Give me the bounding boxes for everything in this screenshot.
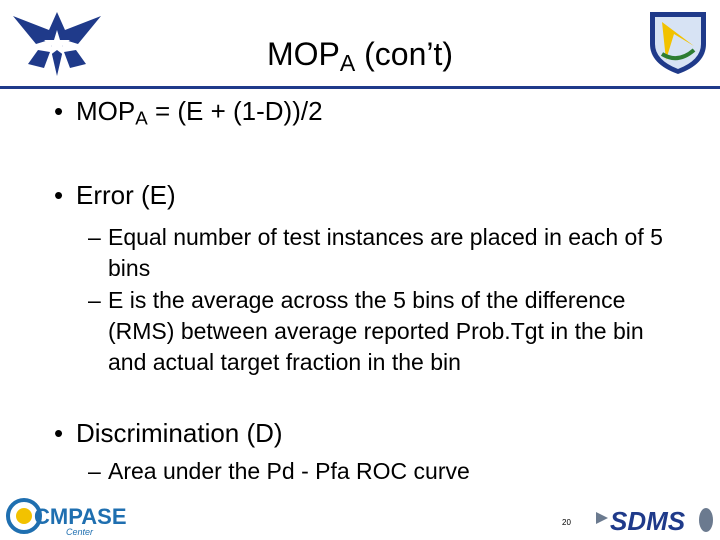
slide: $MOP_A$ (con’t) • $MOP_A = (E + (1-D))/2$ • Error (E) – Equal number of test instances are placed in each of 5 bins – E is the average across the 5 bins of the difference (RMS) between average reported Prob.Tgt in the bin and actual target fraction in the bin • Discrimination (D) – Area under the Pd - Pfa ROC curve CMPASE Center 20 SDMS: [0, 0, 720, 540]
svg-text:Center: Center: [66, 527, 94, 537]
svg-text:SDMS: SDMS: [610, 506, 686, 536]
subbullet-roc-area: – Area under the Pd - Pfa ROC curve: [88, 458, 470, 484]
subbullet-equal-bins: – Equal number of test instances are placed in each of 5 bins: [88, 224, 663, 281]
subbullet-error-definition: – E is the average across the 5 bins of the difference (RMS) between average reported Prob.Tgt in the bin and actual target fraction in the bin: [88, 287, 644, 375]
svg-text:CMPASE: CMPASE: [34, 504, 127, 529]
compass-center-logo: [4, 494, 127, 538]
title-underline: [0, 86, 720, 89]
page-number: 20: [562, 518, 571, 527]
slide-title: $MOP_A$ (con’t): [266, 36, 454, 76]
sdms-logo: [594, 500, 718, 538]
afrl-shield-logo: [642, 6, 714, 78]
